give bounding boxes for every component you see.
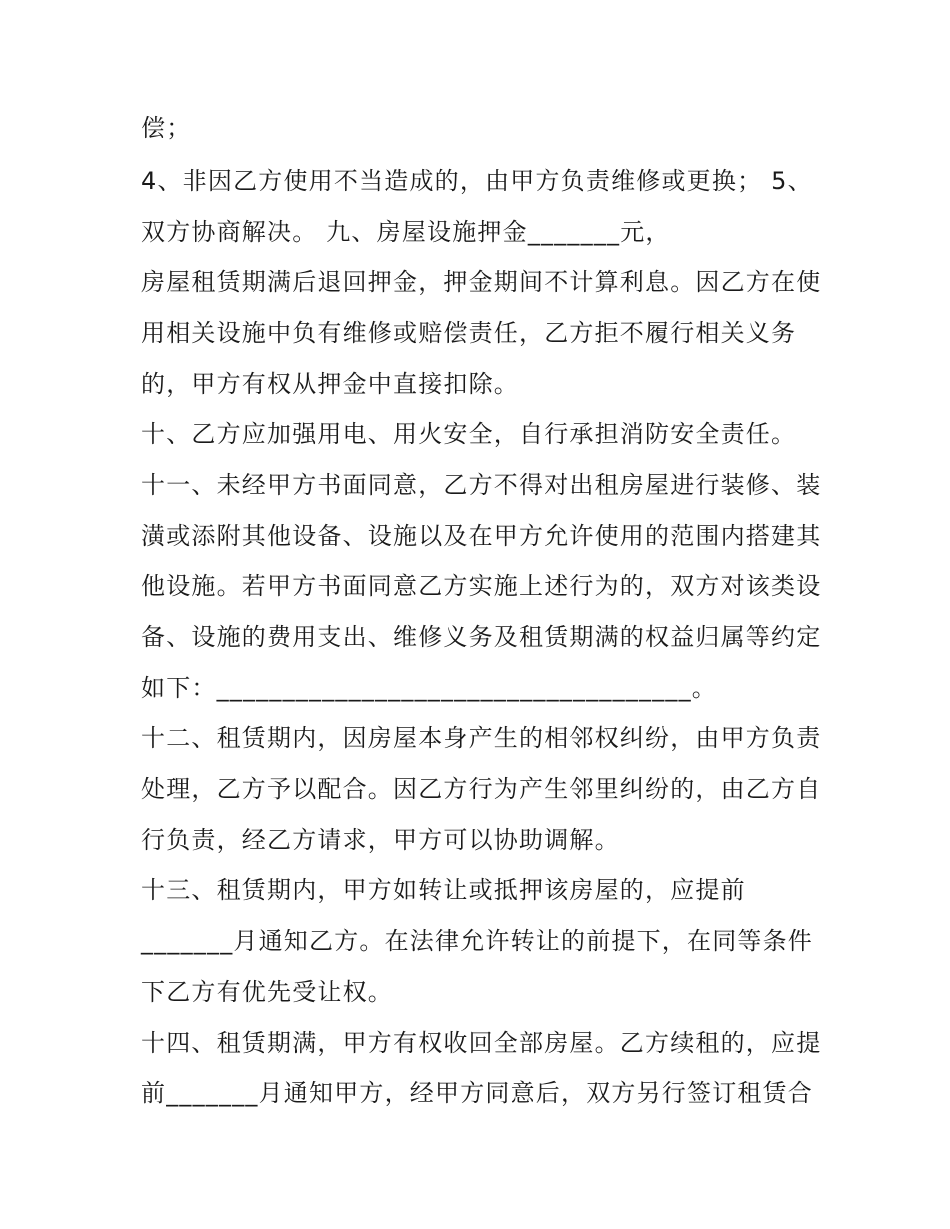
text-line: 他设施。若甲方书面同意乙方实施上述行为的，双方对该类设 bbox=[141, 572, 822, 600]
text-line: _______月通知乙方。在法律允许转让的前提下，在同等条件 bbox=[141, 927, 813, 955]
text-line: 房屋租赁期满后退回押金，押金期间不计算利息。因乙方在使 bbox=[141, 268, 822, 296]
text-line: 备、设施的费用支出、维修义务及租赁期满的权益归属等约定 bbox=[141, 623, 822, 651]
text-line: 十四、租赁期满，甲方有权收回全部房屋。乙方续租的，应提 bbox=[141, 1029, 822, 1057]
text-line: 下乙方有优先受让权。 bbox=[141, 978, 393, 1006]
text-line: 如下：____________________________________。 bbox=[141, 674, 717, 702]
text-line: 十二、租赁期内，因房屋本身产生的相邻权纠纷，由甲方负责 bbox=[141, 724, 822, 752]
text-line: 十、乙方应加强用电、用火安全，自行承担消防安全责任。 bbox=[141, 420, 797, 448]
text-line: 处理，乙方予以配合。因乙方行为产生邻里纠纷的，由乙方自 bbox=[141, 775, 822, 803]
text-line: 潢或添附其他设备、设施以及在甲方允许使用的范围内搭建其 bbox=[141, 522, 822, 550]
text-line: 双方协商解决。 九、房屋设施押金_______元， bbox=[141, 218, 671, 246]
text-line: 偿； bbox=[141, 114, 192, 142]
text-line: 的，甲方有权从押金中直接扣除。 bbox=[141, 370, 519, 398]
text-line: 前_______月通知甲方，经甲方同意后，双方另行签订租赁合 bbox=[141, 1079, 813, 1107]
text-line: 行负责，经乙方请求，甲方可以协助调解。 bbox=[141, 826, 620, 854]
text-line: 十三、租赁期内，甲方如转让或抵押该房屋的，应提前 bbox=[141, 876, 746, 904]
text-line: 用相关设施中负有维修或赔偿责任，乙方拒不履行相关义务 bbox=[141, 319, 797, 347]
text-line: 4、非因乙方使用不当造成的，由甲方负责维修或更换； 5、 bbox=[141, 167, 813, 195]
text-line: 十一、未经甲方书面同意，乙方不得对出租房屋进行装修、装 bbox=[141, 471, 822, 499]
